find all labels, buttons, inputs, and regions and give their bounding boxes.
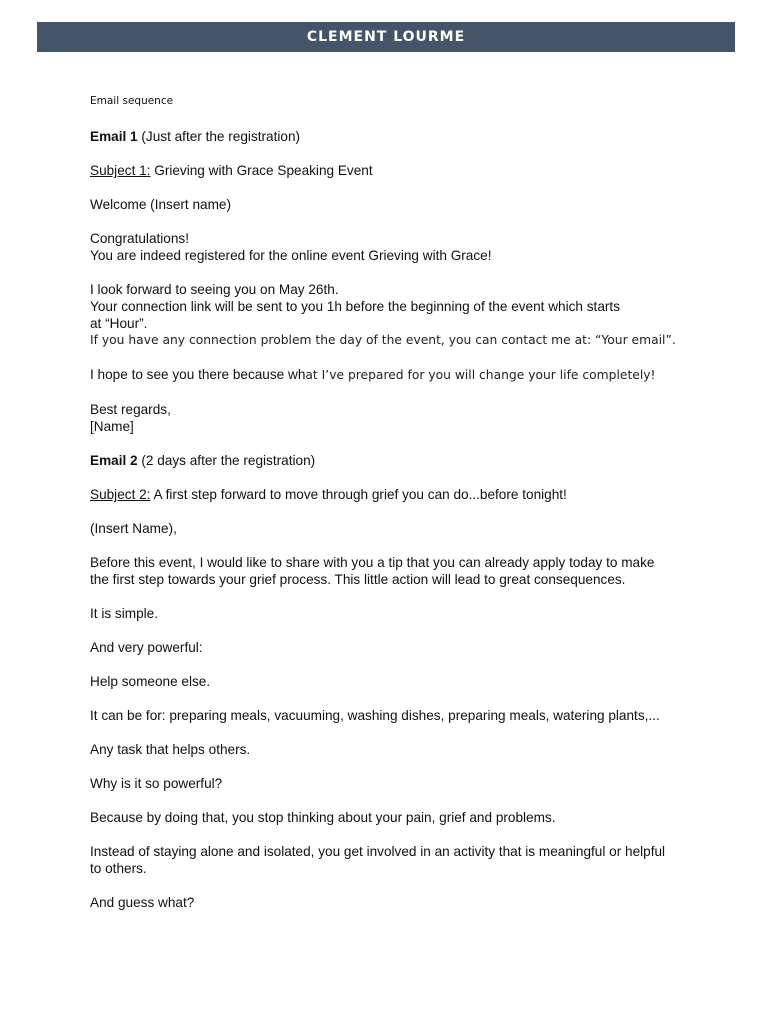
email1-hope-part2: at I’ve prepared for you will change your life completely! — [305, 368, 656, 382]
email2-subject-text: A first step forward to move through grief you can do...before tonight! — [150, 487, 567, 502]
email2-why: Why is it so powerful? — [90, 776, 223, 791]
email2-subject — [90, 486, 690, 503]
email1-congrats — [90, 230, 690, 264]
email2-powerful: And very powerful: — [90, 640, 203, 655]
email2-any-task: Any task that helps others. — [90, 742, 251, 757]
email2-label: Email 2 — [90, 453, 138, 468]
email1-congrats-line1: Congratulations! — [90, 231, 189, 246]
email1-regards — [90, 401, 690, 435]
email2-instead-line1: Instead of staying alone and isolated, you get involved in an activity that is meaningful or helpful — [90, 844, 666, 859]
email1-forward-line3: at “Hour”. — [90, 316, 148, 331]
email2-can-be: It can be for: preparing meals, vacuuming, washing dishes, preparing meals, watering plants,... — [90, 708, 660, 723]
email1-subject-label: Subject 1: — [90, 163, 151, 178]
document-body — [90, 92, 690, 928]
email1-heading — [90, 128, 690, 145]
email1-regards-line2: [Name] — [90, 419, 134, 434]
email1-hope-part1: I hope to see you there because wh — [90, 367, 306, 382]
email1-forward-line1: I look forward to seeing you on May 26th. — [90, 282, 339, 297]
header-title: CLEMENT LOURME — [306, 29, 466, 45]
email1-congrats-line2: You are indeed registered for the online event Grieving with Grace! — [90, 248, 492, 263]
email2-help: Help someone else. — [90, 674, 211, 689]
email1-regards-line1: Best regards, — [90, 402, 171, 417]
email1-hope — [90, 366, 690, 384]
email1-forward-line4: If you have any connection problem the day of the event, you can contact me at: “Your email”. — [90, 333, 676, 347]
email1-subject-text: Grieving with Grace Speaking Event — [150, 163, 373, 178]
email2-instead-line2: to others. — [90, 861, 147, 876]
email1-note: (Just after the registration) — [137, 129, 301, 144]
section-label: Email sequence — [90, 95, 174, 107]
email2-subject-label: Subject 2: — [90, 487, 151, 502]
email1-welcome: Welcome (Insert name) — [90, 197, 232, 212]
email1-forward — [90, 281, 690, 349]
email2-note: (2 days after the registration) — [137, 453, 316, 468]
email2-guess: And guess what? — [90, 895, 195, 910]
email2-before-line1: Before this event, I would like to share with you a tip that you can already apply today to make — [90, 555, 655, 570]
header-bar — [37, 22, 735, 52]
email2-before-line2: the first step towards your grief process. This little action will lead to great consequences. — [90, 572, 626, 587]
email1-label: Email 1 — [90, 129, 138, 144]
email2-because: Because by doing that, you stop thinking about your pain, grief and problems. — [90, 810, 556, 825]
email2-greeting: (Insert Name), — [90, 521, 177, 536]
email2-heading — [90, 452, 690, 469]
email1-subject — [90, 162, 690, 179]
email2-instead — [90, 843, 690, 877]
email2-simple: It is simple. — [90, 606, 158, 621]
email2-before — [90, 554, 690, 588]
email1-forward-line2: Your connection link will be sent to you 1h before the beginning of the event which starts — [90, 299, 620, 314]
